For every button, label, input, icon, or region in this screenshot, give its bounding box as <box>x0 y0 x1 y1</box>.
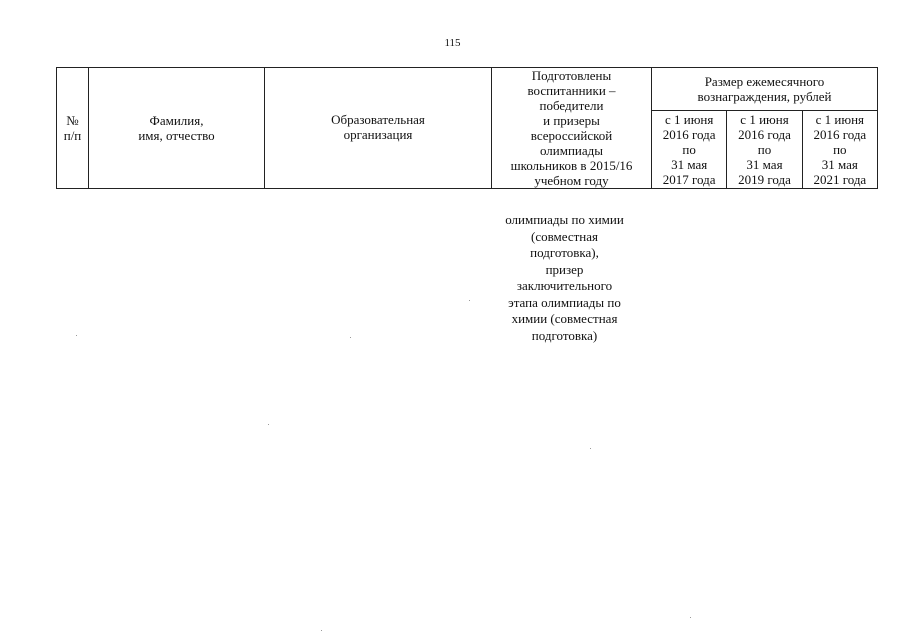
scan-speck <box>590 448 591 449</box>
header-organization-label: Образовательная организация <box>331 112 425 142</box>
header-period-cell-2017 <box>652 111 727 189</box>
header-award-group-label: Размер ежемесячного вознаграждения, рублей <box>697 74 832 104</box>
scan-speck <box>350 337 351 338</box>
scan-speck <box>268 424 269 425</box>
table-header-row-top <box>57 68 878 111</box>
header-prepared-cell <box>492 68 652 189</box>
header-award-group-cell <box>652 68 878 111</box>
page-number: 115 <box>444 37 461 49</box>
scan-speck <box>321 630 322 631</box>
header-period-cell-2021 <box>802 111 877 189</box>
scan-speck <box>469 300 470 301</box>
header-period-label-2017: с 1 июня 2016 года по 31 мая 2017 года <box>662 112 716 187</box>
scan-speck <box>76 335 77 336</box>
prepared-overflow-text: олимпиады по химии (совместная подготовка), призер заключительного этапа олимпиады по химии (совместная подготовка) <box>505 212 624 343</box>
header-name-cell <box>89 68 265 189</box>
award-table <box>56 67 878 189</box>
scan-speck <box>690 617 691 618</box>
header-number-cell <box>57 68 89 189</box>
header-prepared-label: Подготовлены воспитанники – победители и призеры всероссийской олимпиады школьников в 2015/16 учебном году <box>510 68 633 188</box>
header-name-label: Фамилия, имя, отчество <box>138 113 215 143</box>
header-organization-cell <box>265 68 492 189</box>
header-period-cell-2019 <box>727 111 802 189</box>
header-number-label: № п/п <box>63 113 82 143</box>
header-period-label-2019: с 1 июня 2016 года по 31 мая 2019 года <box>738 112 791 187</box>
header-period-label-2021: с 1 июня 2016 года по 31 мая 2021 года <box>813 112 867 187</box>
